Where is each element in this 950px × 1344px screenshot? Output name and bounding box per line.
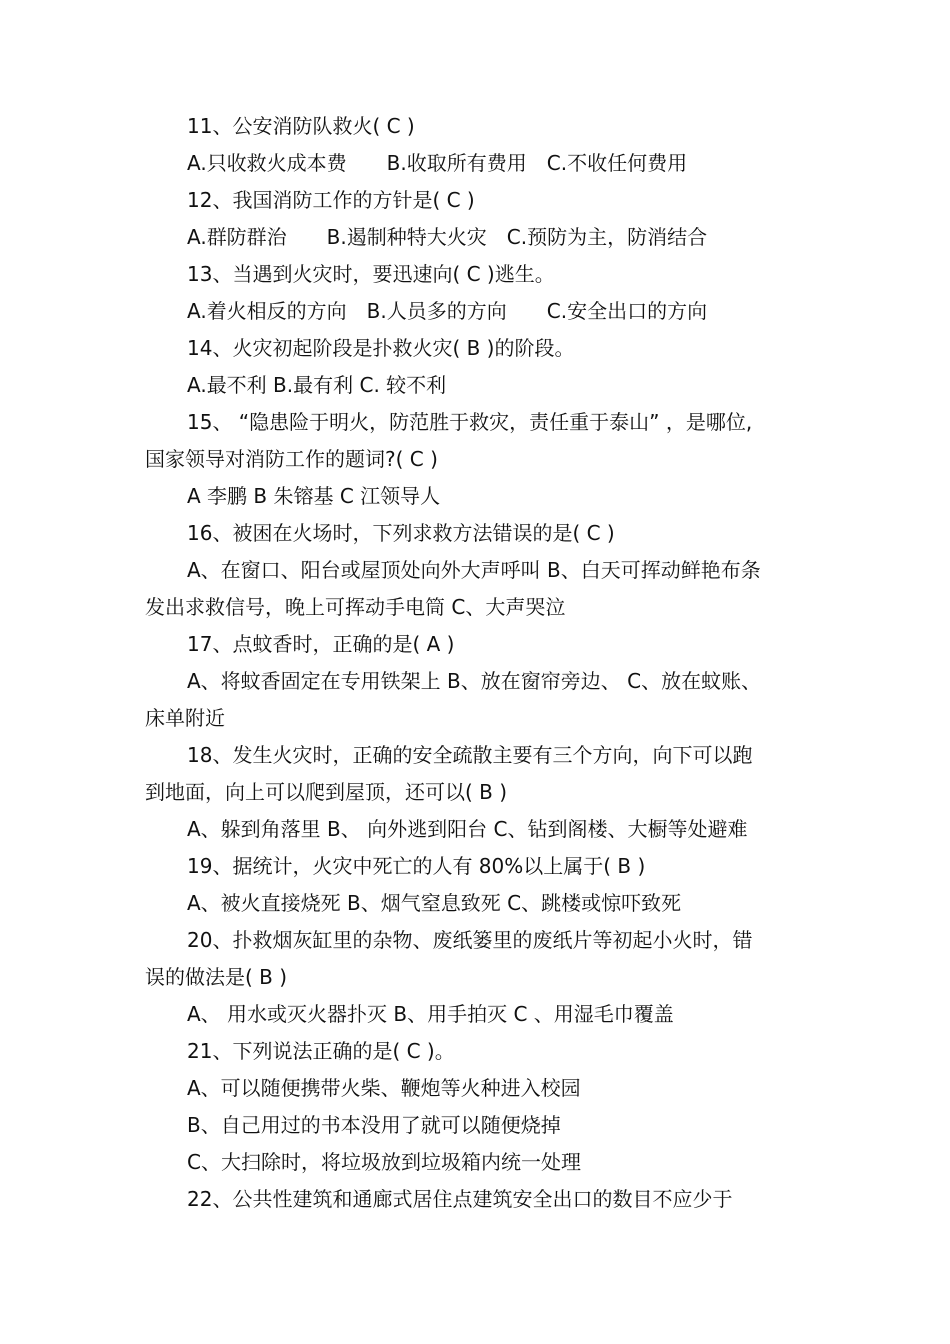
text-line: A.群防群治 B.遏制种特大火灾 C.预防为主，防消结合 <box>187 225 708 249</box>
text-line: 20、扑救烟灰缸里的杂物、废纸篓里的废纸片等初起小火时，错 <box>187 928 753 952</box>
text-line: 21、下列说法正确的是( C )。 <box>187 1039 455 1063</box>
text-line: 18、发生火灾时，正确的安全疏散主要有三个方向，向下可以跑 <box>187 743 753 767</box>
text-line: A、将蚊香固定在专用铁架上 B、放在窗帘旁边、 C、放在蚊账、 <box>187 669 762 693</box>
text-line: A 李鹏 B 朱镕基 C 江领导人 <box>187 484 441 508</box>
text-line: A、躲到角落里 B、 向外逃到阳台 C、钻到阁楼、大橱等处避难 <box>187 817 748 841</box>
text-line: A.只收救火成本费 B.收取所有费用 C.不收任何费用 <box>187 151 688 175</box>
text-line: 误的做法是( B ) <box>145 965 288 989</box>
text-line: A、 用水或灭火器扑灭 B、用手拍灭 C 、用湿毛巾覆盖 <box>187 1002 674 1026</box>
text-line: 15、 “隐患险于明火，防范胜于救灾，责任重于泰山” ，是哪位, <box>187 410 753 434</box>
text-line: 发出求救信号，晚上可挥动手电筒 C、大声哭泣 <box>145 595 566 619</box>
text-line: A、可以随便携带火柴、鞭炮等火种进入校园 <box>187 1076 581 1100</box>
text-line: A.最不利 B.最有利 C. 较不利 <box>187 373 447 397</box>
text-line: 17、点蚊香时，正确的是( A ) <box>187 632 455 656</box>
text-line: A、在窗口、阳台或屋顶处向外大声呼叫 B、白天可挥动鲜艳布条 <box>187 558 761 582</box>
text-line: 13、当遇到火灾时，要迅速向( C )逃生。 <box>187 262 555 286</box>
text-line: 19、据统计，火灾中死亡的人有 80%以上属于( B ) <box>187 854 646 878</box>
text-line: 22、公共性建筑和通廊式居住点建筑安全出口的数目不应少于 <box>187 1187 733 1211</box>
text-line: B、自己用过的书本没用了就可以随便烧掉 <box>187 1113 561 1137</box>
text-line: 到地面，向上可以爬到屋顶，还可以( B ) <box>145 780 508 804</box>
text-line: 12、我国消防工作的方针是( C ) <box>187 188 475 212</box>
text-line: C、大扫除时，将垃圾放到垃圾箱内统一处理 <box>187 1150 581 1174</box>
text-line: 14、火灾初起阶段是扑救火灾( B )的阶段。 <box>187 336 575 360</box>
question-list <box>145 108 813 1218</box>
text-line: A.着火相反的方向 B.人员多的方向 C.安全出口的方向 <box>187 299 708 323</box>
text-line: A、被火直接烧死 B、烟气窒息致死 C、跳楼或惊吓致死 <box>187 891 682 915</box>
text-line: 16、被困在火场时，下列求救方法错误的是( C ) <box>187 521 615 545</box>
text-line: 国家领导对消防工作的题词?( C ) <box>145 447 438 471</box>
text-line: 床单附近 <box>145 706 225 730</box>
text-line: 11、公安消防队救火( C ) <box>187 114 415 138</box>
